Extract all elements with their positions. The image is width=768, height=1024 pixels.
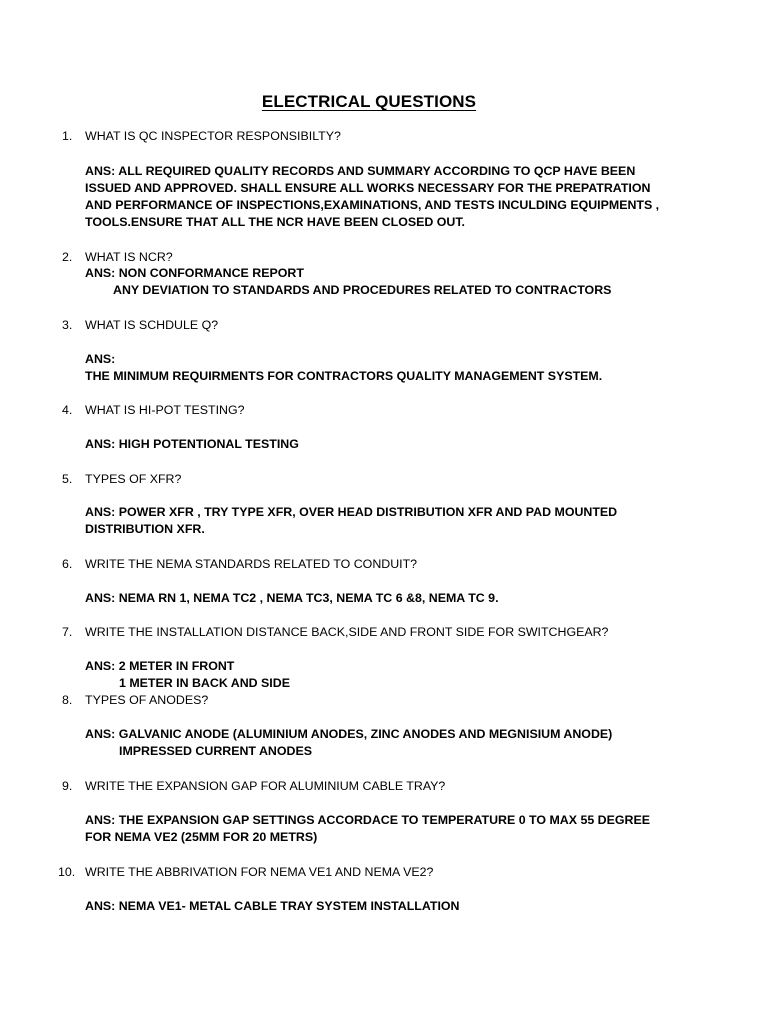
answer-line: ANS: POWER XFR , TRY TYPE XFR, OVER HEAD DISTRIBUTION XFR AND PAD MOUNTED — [85, 505, 618, 519]
answer-line: FOR NEMA VE2 (25MM FOR 20 METRS) — [85, 830, 318, 844]
question-number: 8. — [62, 693, 73, 707]
answer-line: ANS: 2 METER IN FRONT — [85, 659, 235, 673]
answer-line: AND PERFORMANCE OF INSPECTIONS,EXAMINATIONS, AND TESTS INCULDING EQUIPMENTS , — [85, 198, 660, 212]
answer-line: ANS: HIGH POTENTIONAL TESTING — [85, 437, 299, 451]
question-text: WHAT IS SCHDULE Q? — [85, 318, 219, 332]
question-number: 1. — [62, 129, 73, 143]
answer-line: ANS: THE EXPANSION GAP SETTINGS ACCORDACE TO TEMPERATURE 0 TO MAX 55 DEGREE — [85, 813, 650, 827]
answer-line: ANS: ALL REQUIRED QUALITY RECORDS AND SUMMARY ACCORDING TO QCP HAVE BEEN — [85, 164, 636, 178]
question-text: WRITE THE EXPANSION GAP FOR ALUMINIUM CABLE TRAY? — [85, 779, 446, 793]
answer-line: ISSUED AND APPROVED. SHALL ENSURE ALL WORKS NECESSARY FOR THE PREPATRATION — [85, 181, 651, 195]
answer-line: ANS: NON CONFORMANCE REPORT — [85, 266, 304, 280]
answer-line: ANS: NEMA VE1- METAL CABLE TRAY SYSTEM INSTALLATION — [85, 899, 460, 913]
question-text: WHAT IS QC INSPECTOR RESPONSIBILTY? — [85, 129, 341, 143]
answer-line: ANS: GALVANIC ANODE (ALUMINIUM ANODES, ZINC ANODES AND MEGNISIUM ANODE) — [85, 727, 613, 741]
answer-line: TOOLS.ENSURE THAT ALL THE NCR HAVE BEEN CLOSED OUT. — [85, 215, 465, 229]
question-text: TYPES OF ANODES? — [85, 693, 209, 707]
question-text: WHAT IS HI-POT TESTING? — [85, 403, 245, 417]
question-text: WRITE THE ABBRIVATION FOR NEMA VE1 AND NEMA VE2? — [85, 865, 434, 879]
question-text: WRITE THE INSTALLATION DISTANCE BACK,SIDE AND FRONT SIDE FOR SWITCHGEAR? — [85, 625, 609, 639]
question-number: 7. — [62, 625, 73, 639]
answer-line: ANS: NEMA RN 1, NEMA TC2 , NEMA TC3, NEMA TC 6 &8, NEMA TC 9. — [85, 591, 499, 605]
question-text: WRITE THE NEMA STANDARDS RELATED TO CONDUIT? — [85, 557, 418, 571]
question-number: 6. — [62, 557, 73, 571]
answer-line: ANS: — [85, 352, 116, 366]
answer-line: ANY DEVIATION TO STANDARDS AND PROCEDURES RELATED TO CONTRACTORS — [113, 283, 612, 297]
answer-line: IMPRESSED CURRENT ANODES — [119, 744, 312, 758]
answer-line: THE MINIMUM REQUIRMENTS FOR CONTRACTORS QUALITY MANAGEMENT SYSTEM. — [85, 369, 603, 383]
question-number: 3. — [62, 318, 73, 332]
answer-line: DISTRIBUTION XFR. — [85, 522, 205, 536]
question-number: 10. — [58, 865, 76, 879]
question-number: 5. — [62, 472, 73, 486]
question-text: WHAT IS NCR? — [85, 250, 173, 264]
question-number: 9. — [62, 779, 73, 793]
page-title: ELECTRICAL QUESTIONS — [261, 92, 477, 111]
question-number: 2. — [62, 250, 73, 264]
question-number: 4. — [62, 403, 73, 417]
answer-line: 1 METER IN BACK AND SIDE — [119, 676, 290, 690]
question-text: TYPES OF XFR? — [85, 472, 182, 486]
